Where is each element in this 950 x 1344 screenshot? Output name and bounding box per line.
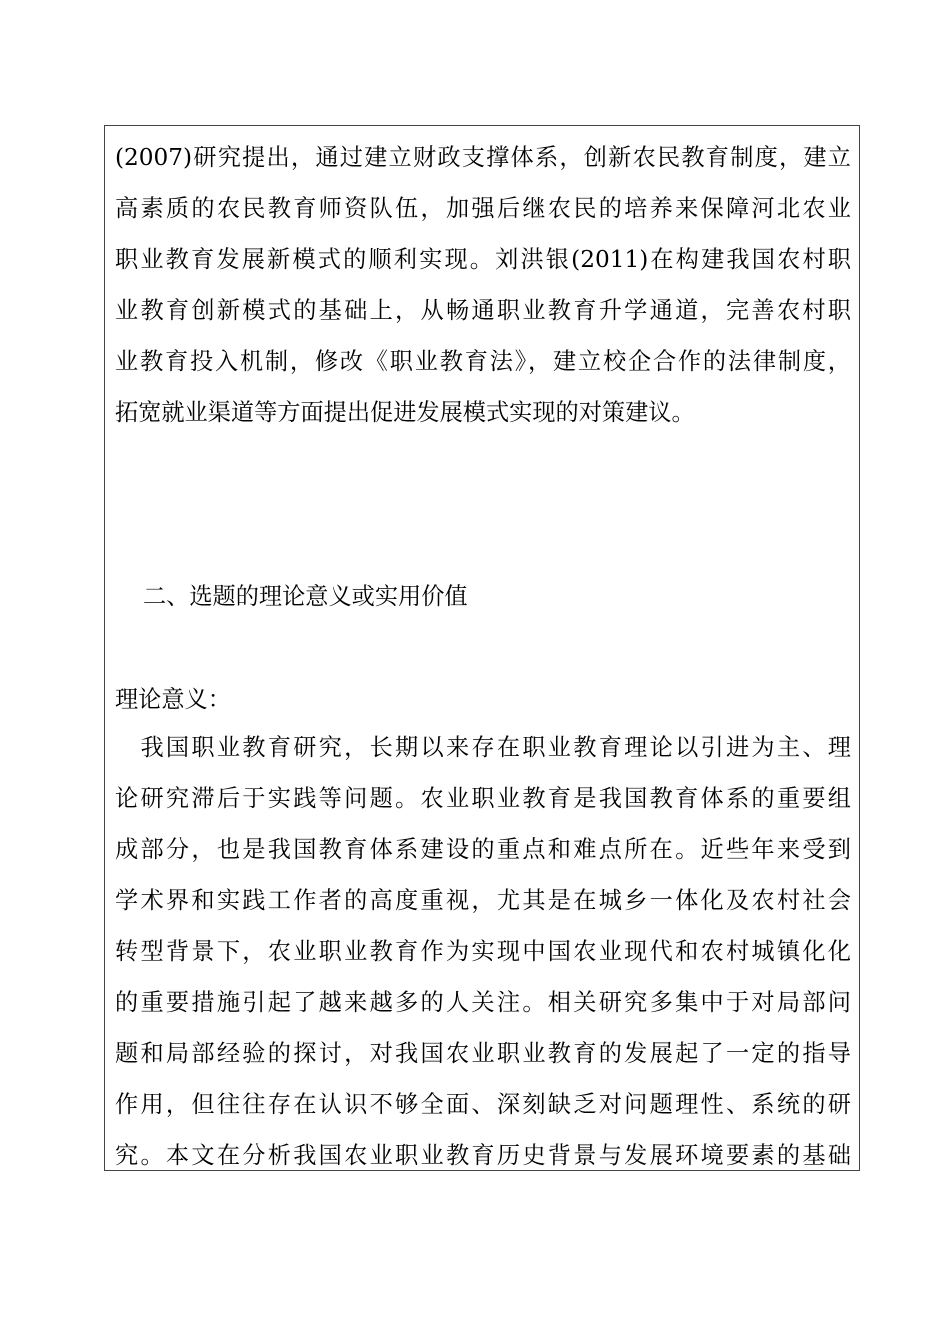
text-line: 成部分，也是我国教育体系建设的重点和难点所在。近些年来受到 <box>115 836 851 863</box>
text-line: 高素质的农民教育师资队伍，加强后继农民的培养来保障河北农业 <box>115 195 851 222</box>
text-line: 业教育投入机制，修改《职业教育法》，建立校企合作的法律制度， <box>115 348 851 375</box>
text-line: 作用，但往往存在认识不够全面、深刻缺乏对问题理性、系统的研 <box>115 1091 851 1118</box>
section-heading: 二、选题的理论意义或实用价值 <box>143 583 468 610</box>
text-line: 职业教育发展新模式的顺利实现。刘洪银(2011)在构建我国农村职 <box>115 246 851 273</box>
text-line: 的重要措施引起了越来越多的人关注。相关研究多集中于对局部问 <box>115 989 851 1016</box>
subsection-heading: 理论意义： <box>115 686 231 713</box>
text-line: 究。本文在分析我国农业职业教育历史背景与发展环境要素的基础 <box>115 1142 851 1169</box>
text-line: 题和局部经验的探讨，对我国农业职业教育的发展起了一定的指导 <box>115 1040 851 1067</box>
text-line: 业教育创新模式的基础上，从畅通职业教育升学通道，完善农村职 <box>115 297 851 324</box>
text-line: 拓宽就业渠道等方面提出促进发展模式实现的对策建议。 <box>115 399 695 426</box>
text-line: 学术界和实践工作者的高度重视，尤其是在城乡一体化及农村社会 <box>115 887 851 914</box>
paragraph-literature-review <box>115 132 851 438</box>
content-table-cell <box>104 125 860 1171</box>
paragraph-theoretical-significance <box>115 722 851 1171</box>
text-line: (2007)研究提出，通过建立财政支撑体系，创新农民教育制度，建立 <box>115 144 851 171</box>
text-line: 论研究滞后于实践等问题。农业职业教育是我国教育体系的重要组 <box>115 785 851 812</box>
text-line: 我国职业教育研究，长期以来存在职业教育理论以引进为主、理 <box>115 734 851 761</box>
text-line: 转型背景下，农业职业教育作为实现中国农业现代和农村城镇化化 <box>115 938 851 965</box>
